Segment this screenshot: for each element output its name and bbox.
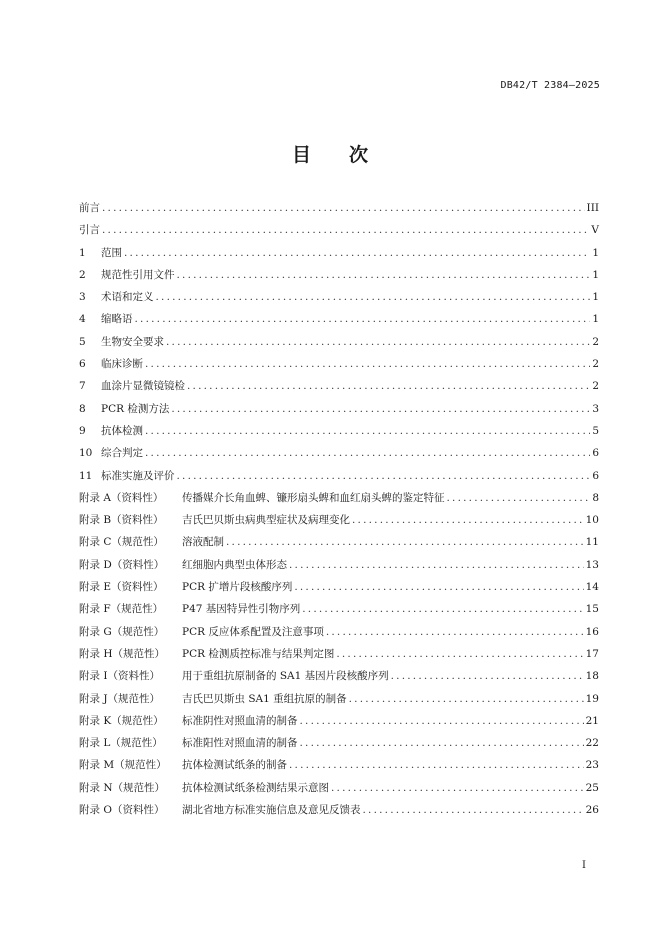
toc-entry-appendix: 附录 O（资料性）	[79, 804, 165, 817]
toc-leader-dots	[294, 576, 583, 598]
toc-entry-appendix: 附录 H（规范性）	[79, 647, 165, 660]
toc-entry[interactable]	[79, 487, 599, 509]
toc-leader-dots	[177, 465, 591, 487]
toc-entry-label: PCR 检测方法	[101, 402, 170, 415]
toc-entry[interactable]	[79, 754, 599, 776]
toc-entry[interactable]	[79, 799, 599, 821]
toc-leader-dots	[102, 197, 585, 219]
toc-entry-label: 综合判定	[101, 447, 143, 460]
toc-entry-label: PCR 检测质控标准与结果判定图	[182, 647, 335, 660]
document-code: DB42/T 2384—2025	[500, 80, 600, 91]
toc-entry[interactable]	[79, 353, 599, 375]
toc-entry-label: 抗体检测	[101, 424, 143, 437]
toc-entry-label: 标准阳性对照血清的制备	[182, 737, 298, 750]
toc-entry-number: 11	[79, 469, 93, 482]
toc-entry-label: 术语和定义	[101, 291, 154, 304]
toc-entry-label: 缩略语	[101, 313, 133, 326]
toc-entry-label: PCR 反应体系配置及注意事项	[182, 625, 324, 638]
toc-entry-appendix: 附录 N（规范性）	[79, 781, 166, 794]
toc-entry-number: 4	[79, 313, 86, 326]
page-number: I	[582, 860, 586, 871]
toc-entry-page: 5	[592, 424, 599, 437]
toc-entry-number: 5	[79, 335, 86, 348]
toc-entry[interactable]	[79, 732, 599, 754]
toc-entry-page: 10	[585, 514, 599, 527]
toc-entry-number: 6	[79, 358, 86, 371]
toc-entry-page: 19	[585, 692, 599, 705]
toc-entry-label: 吉氏巴贝斯虫病典型症状及病理变化	[182, 514, 350, 527]
toc-entry-appendix: 附录 I（资料性）	[79, 670, 160, 683]
toc-leader-dots	[300, 710, 584, 732]
toc-leader-dots	[391, 665, 584, 687]
toc-entry-page: 13	[585, 558, 599, 571]
toc-leader-dots	[300, 732, 584, 754]
toc-entry-label: 传播媒介长角血蜱、镰形扇头蜱和血红扇头蜱的鉴定特征	[182, 491, 445, 504]
toc-leader-dots	[187, 375, 590, 397]
toc-entry-page: V	[591, 224, 599, 237]
toc-leader-dots	[145, 353, 590, 375]
toc-entry-page: 26	[585, 804, 599, 817]
toc-leader-dots	[145, 442, 590, 464]
title-char-1: 目	[291, 144, 313, 166]
toc-entry[interactable]	[79, 264, 599, 286]
toc-entry-number: 1	[79, 246, 86, 259]
toc-entry-page: 14	[585, 581, 599, 594]
toc-entry[interactable]	[79, 710, 599, 732]
toc-entry[interactable]	[79, 375, 599, 397]
toc-entry-appendix: 附录 M（规范性）	[79, 759, 167, 772]
toc-entry-label: 抗体检测试纸条检测结果示意图	[182, 781, 329, 794]
toc-entry-page: 2	[592, 380, 599, 393]
toc-entry-page: 25	[585, 781, 599, 794]
toc-entry-label: 引言	[79, 224, 100, 237]
toc-entry[interactable]	[79, 219, 599, 241]
toc-entry-page: 11	[585, 536, 599, 549]
toc-entry-page: 18	[585, 670, 599, 683]
toc-leader-dots	[156, 286, 591, 308]
toc-entry-appendix: 附录 L（规范性）	[79, 737, 163, 750]
toc-entry-appendix: 附录 B（资料性）	[79, 514, 164, 527]
toc-leader-dots	[171, 398, 590, 420]
toc-leader-dots	[135, 308, 591, 330]
toc-entry-page: 17	[585, 647, 599, 660]
toc-entry-page: III	[586, 202, 599, 214]
toc-entry-appendix: 附录 A（资料性）	[79, 491, 164, 504]
table-of-contents	[79, 197, 599, 821]
toc-entry-label: 临床诊断	[101, 358, 143, 371]
toc-entry-page: 3	[592, 402, 599, 415]
toc-entry-appendix: 附录 C（规范性）	[79, 536, 164, 549]
toc-leader-dots	[289, 754, 584, 776]
toc-entry[interactable]	[79, 509, 599, 531]
toc-entry-number: 3	[79, 291, 86, 304]
toc-entry[interactable]	[79, 621, 599, 643]
toc-entry-appendix: 附录 F（规范性）	[79, 603, 164, 616]
toc-leader-dots	[352, 509, 584, 531]
toc-entry[interactable]	[79, 576, 599, 598]
toc-entry-label: 血涂片显微镜镜检	[101, 380, 185, 393]
toc-leader-dots	[363, 799, 584, 821]
toc-entry-label: P47 基因特异性引物序列	[182, 603, 301, 616]
toc-entry-page: 22	[585, 737, 599, 750]
toc-entry-page: 1	[592, 268, 599, 281]
toc-entry-number: 2	[79, 268, 86, 281]
toc-entry-label: 抗体检测试纸条的制备	[182, 759, 287, 772]
toc-entry[interactable]	[79, 286, 599, 308]
toc-leader-dots	[447, 487, 591, 509]
toc-entry-appendix: 附录 J（规范性）	[79, 692, 161, 705]
toc-entry[interactable]	[79, 531, 599, 553]
toc-entry[interactable]	[79, 665, 599, 687]
toc-entry-page: 8	[592, 491, 599, 504]
toc-entry[interactable]	[79, 308, 599, 330]
toc-leader-dots	[166, 331, 590, 353]
toc-entry-label: 标准阴性对照血清的制备	[182, 714, 298, 727]
toc-entry-page: 6	[592, 447, 599, 460]
toc-entry-page: 16	[585, 625, 599, 638]
toc-leader-dots	[302, 598, 583, 620]
toc-entry-label: 范围	[101, 246, 122, 259]
toc-entry-number: 7	[79, 380, 86, 393]
toc-entry[interactable]	[79, 465, 599, 487]
toc-entry[interactable]	[79, 331, 599, 353]
toc-entry-page: 2	[592, 358, 599, 371]
toc-entry[interactable]	[79, 688, 599, 710]
toc-entry-page: 21	[585, 714, 599, 727]
toc-leader-dots	[177, 264, 591, 286]
toc-leader-dots	[124, 242, 590, 264]
toc-entry-number: 10	[79, 447, 93, 460]
toc-leader-dots	[145, 420, 590, 442]
toc-entry-appendix: 附录 E（资料性）	[79, 581, 164, 594]
toc-entry-label: 生物安全要求	[101, 335, 164, 348]
toc-entry[interactable]	[79, 442, 599, 464]
toc-entry-label: 吉氏巴贝斯虫 SA1 重组抗原的制备	[182, 692, 347, 705]
toc-entry[interactable]	[79, 420, 599, 442]
toc-leader-dots	[226, 531, 584, 553]
toc-entry-page: 6	[592, 469, 599, 482]
title-char-2: 次	[349, 144, 371, 166]
toc-leader-dots	[326, 621, 584, 643]
toc-entry-label: PCR 扩增片段核酸序列	[182, 581, 293, 594]
toc-leader-dots	[349, 688, 584, 710]
toc-entry-page: 1	[592, 291, 599, 304]
toc-entry-page: 15	[585, 603, 599, 616]
toc-leader-dots	[102, 219, 589, 241]
toc-entry-page: 1	[592, 313, 599, 326]
toc-entry-appendix: 附录 K（规范性）	[79, 714, 164, 727]
toc-entry-number: 9	[79, 424, 86, 437]
toc-entry-appendix: 附录 D（资料性）	[79, 558, 165, 571]
toc-entry-label: 湖北省地方标准实施信息及意见反馈表	[182, 804, 361, 817]
toc-entry-label: 前言	[79, 202, 100, 214]
toc-entry[interactable]	[79, 777, 599, 799]
toc-entry[interactable]	[79, 598, 599, 620]
toc-entry[interactable]	[79, 242, 599, 264]
toc-entry-number: 8	[79, 402, 86, 415]
toc-entry-appendix: 附录 G（规范性）	[79, 625, 165, 638]
toc-leader-dots	[336, 643, 583, 665]
toc-entry[interactable]	[79, 197, 599, 219]
toc-entry-page: 2	[592, 335, 599, 348]
toc-entry-page: 23	[585, 759, 599, 772]
toc-entry-page: 1	[592, 246, 599, 259]
toc-entry[interactable]	[79, 643, 599, 665]
toc-entry[interactable]	[79, 554, 599, 576]
toc-entry-label: 红细胞内典型虫体形态	[182, 558, 287, 571]
toc-entry-label: 溶液配制	[182, 536, 224, 549]
toc-leader-dots	[331, 777, 584, 799]
toc-entry-label: 用于重组抗原制备的 SA1 基因片段核酸序列	[182, 670, 389, 683]
toc-entry[interactable]	[79, 398, 599, 420]
toc-leader-dots	[289, 554, 584, 576]
toc-entry-label: 规范性引用文件	[101, 268, 175, 281]
page-title	[0, 140, 662, 167]
toc-entry-label: 标准实施及评价	[101, 469, 175, 482]
